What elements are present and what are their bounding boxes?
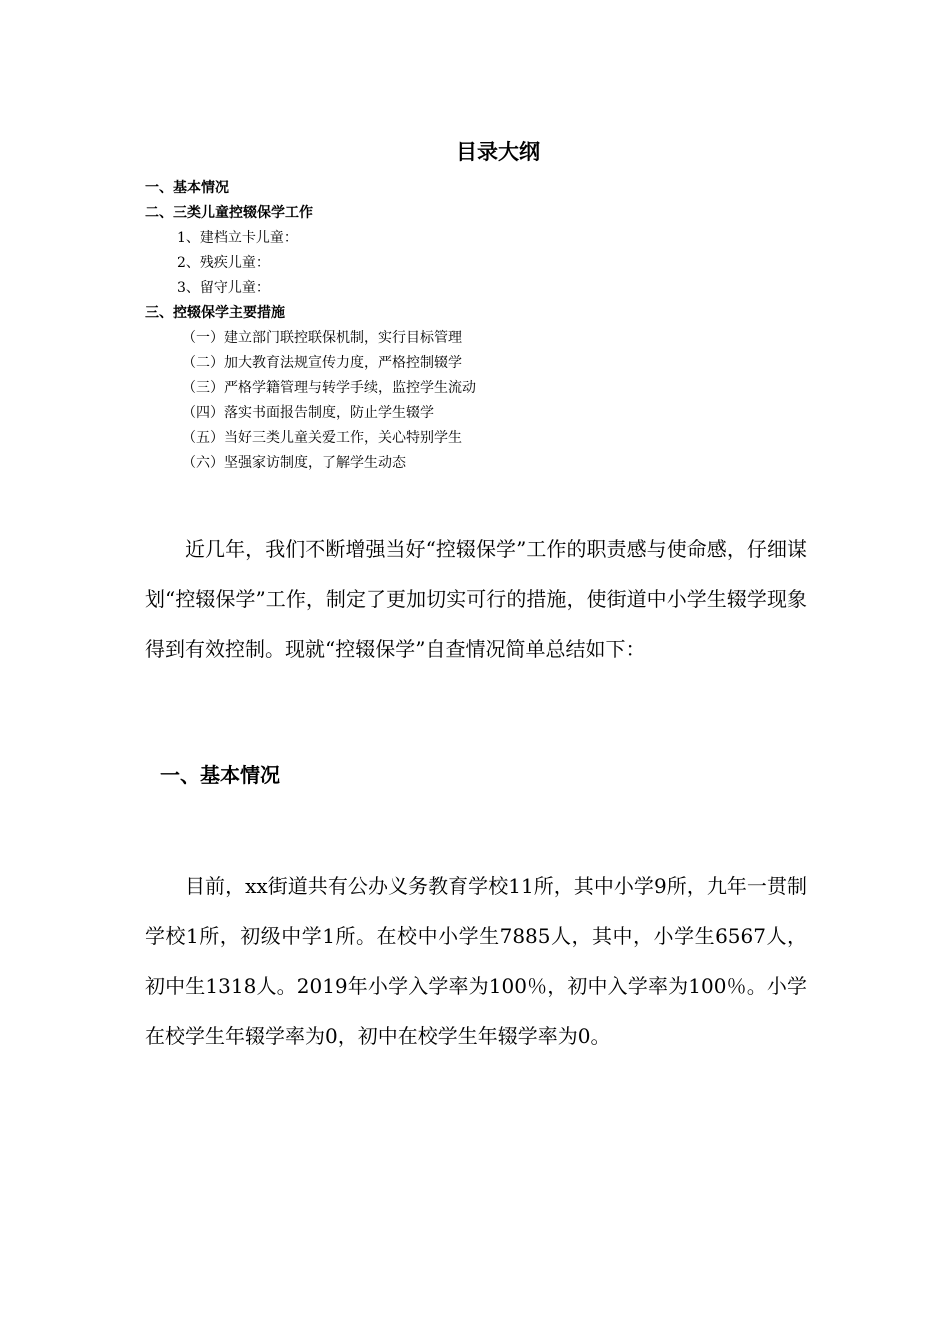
section-heading-basic-situation: 一、基本情况	[160, 763, 280, 787]
toc-item-left-behind-children: 3、留守儿童：	[177, 280, 270, 296]
toc-item-measure-6: （六）坚强家访制度，了解学生动态	[182, 455, 406, 471]
intro-paragraph: 近几年，我们不断增强当好“控辍保学”工作的职责感与使命感，仔细谋划“控辍保学”工作，制定了更加切实可行的措施，使街道中小学生辍学现象得到有效控制。现就“控辍保学”自查情况简单总结如下：	[145, 537, 807, 661]
toc-item-three-types-children: 二、三类儿童控辍保学工作	[145, 205, 313, 221]
toc-item-measure-5: （五）当好三类儿童关爱工作，关心特别学生	[182, 430, 462, 446]
toc-item-measure-3: （三）严格学籍管理与转学手续，监控学生流动	[182, 380, 476, 396]
basic-situation-paragraph: 目前，xx街道共有公办义务教育学校11所，其中小学9所，九年一贯制学校1所，初级中学1所。在校中小学生7885人，其中，小学生6567人，初中生1318人。2019年小学入学率为100％，初中入学率为100％。小学在校学生年辍学率为0，初中在校学生年辍学率为0。	[145, 874, 807, 1048]
toc-title: 目录大纲	[456, 140, 540, 164]
toc-item-main-measures: 三、控辍保学主要措施	[145, 305, 285, 321]
toc-item-measure-1: （一）建立部门联控联保机制，实行目标管理	[182, 330, 462, 346]
table-of-contents	[145, 176, 845, 476]
toc-item-basic-situation: 一、基本情况	[145, 180, 229, 196]
toc-item-disabled-children: 2、残疾儿童：	[177, 255, 270, 271]
toc-item-measure-4: （四）落实书面报告制度，防止学生辍学	[182, 405, 434, 421]
toc-item-measure-2: （二）加大教育法规宣传力度，严格控制辍学	[182, 355, 462, 371]
toc-item-registered-children: 1、建档立卡儿童：	[177, 230, 298, 246]
